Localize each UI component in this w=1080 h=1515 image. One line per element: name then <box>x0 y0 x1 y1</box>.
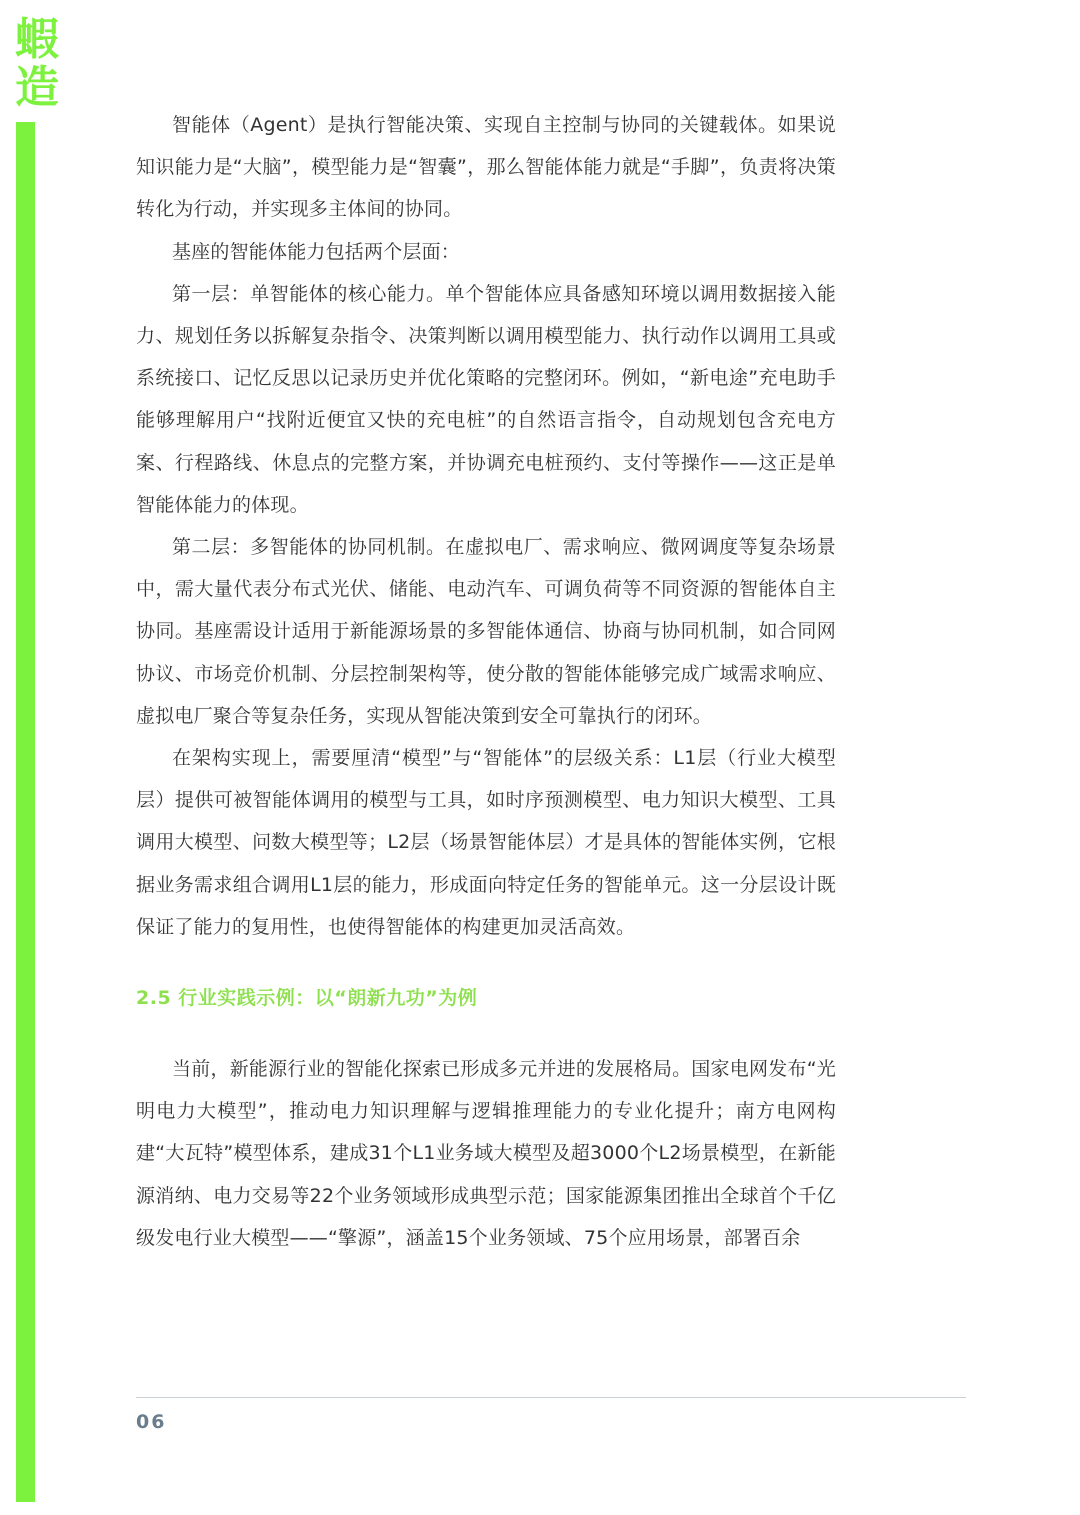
page-number: 06 <box>136 1411 167 1433</box>
paragraph-agent-intro: 智能体（Agent）是执行智能决策、实现自主控制与协同的关键载体。如果说知识能力是“大脑”，模型能力是“智囊”，那么智能体能力就是“手脚”，负责将决策转化为行动，并实现多主体间的协同。 <box>136 114 836 221</box>
page-body <box>136 104 836 1259</box>
brand-char-1: 蝦 <box>15 14 59 65</box>
paragraph-industry-practice: 当前，新能源行业的智能化探索已形成多元并进的发展格局。国家电网发布“光明电力大模型”，推动电力知识理解与逻辑推理能力的专业化提升；南方电网构建“大瓦特”模型体系，建成31个L1业务域大模型及超3000个L2场景模型，在新能源消纳、电力交易等22个业务领域形成典型示范；国家能源集团推出全球首个千亿级发电行业大模型——“擎源”，涵盖15个业务领域、75个应用场景，部署百余 <box>136 1058 836 1249</box>
paragraph-level-one: 第一层：单智能体的核心能力。单个智能体应具备感知环境以调用数据接入能力、规划任务以拆解复杂指令、决策判断以调用模型能力、执行动作以调用工具或系统接口、记忆反思以记录历史并优化策略的完整闭环。例如，“新电途”充电助手能够理解用户“找附近便宜又快的充电桩”的自然语言指令，自动规划包含充电方案、行程路线、休息点的完整方案，并协调充电桩预约、支付等操作——这正是单智能体能力的体现。 <box>136 282 836 516</box>
paragraph-two-levels: 基座的智能体能力包括两个层面： <box>172 240 461 263</box>
brand-vertical-logo <box>14 16 60 112</box>
paragraph-architecture: 在架构实现上，需要厘清“模型”与“智能体”的层级关系：L1层（行业大模型层）提供可被智能体调用的模型与工具，如时序预测模型、电力知识大模型、工具调用大模型、问数大模型等；L2层（场景智能体层）才是具体的智能体实例，它根据业务需求组合调用L1层的能力，形成面向特定任务的智能单元。这一分层设计既保证了能力的复用性，也使得智能体的构建更加灵活高效。 <box>136 747 836 938</box>
paragraph-level-two: 第二层：多智能体的协同机制。在虚拟电厂、需求响应、微网调度等复杂场景中，需大量代表分布式光伏、储能、电动汽车、可调负荷等不同资源的智能体自主协同。基座需设计适用于新能源场景的多智能体通信、协商与协同机制，如合同网协议、市场竞价机制、分层控制架构等，使分散的智能体能够完成广域需求响应、虚拟电厂聚合等复杂任务，实现从智能决策到安全可靠执行的闭环。 <box>136 536 836 727</box>
brand-char-2: 造 <box>15 62 59 113</box>
footer-divider <box>136 1397 966 1398</box>
section-heading: 2.5 行业实践示例：以“朗新九功”为例 <box>136 987 478 1010</box>
side-accent-bar <box>16 122 35 1502</box>
